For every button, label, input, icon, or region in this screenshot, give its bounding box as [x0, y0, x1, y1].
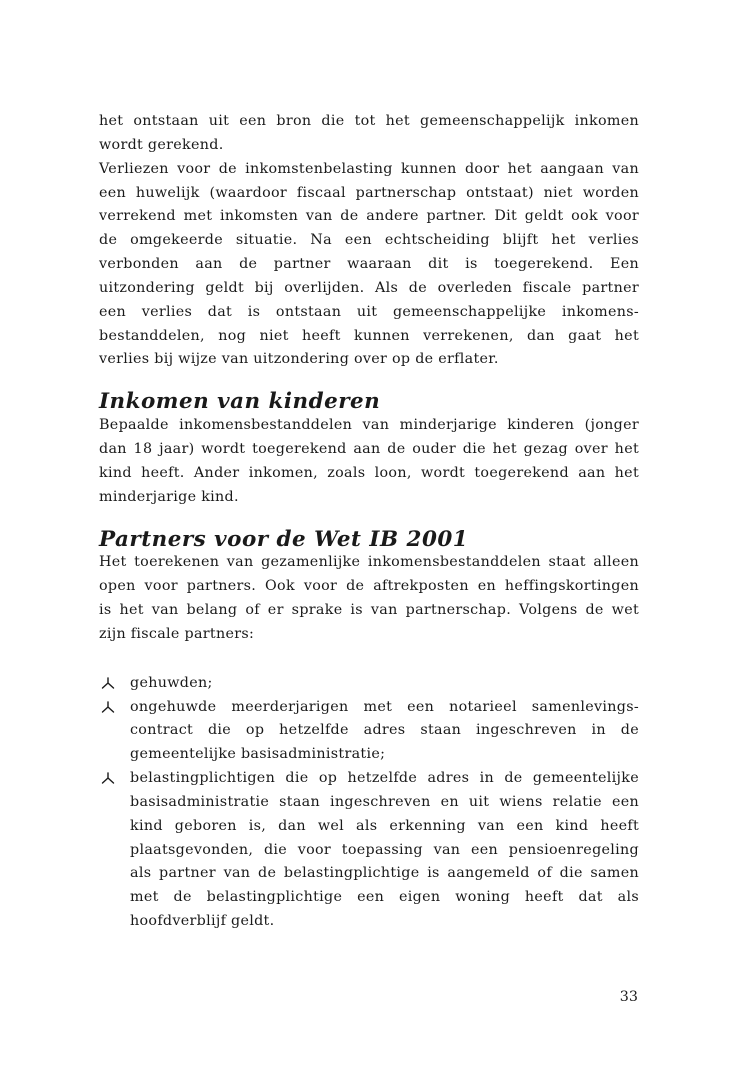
- text-line: gemeentelijke basisadministratie;: [130, 746, 386, 763]
- paragraph-verliezen: [99, 158, 639, 373]
- text-line: Verliezen voor de inkomstenbelasting kunnen door het aangaan van: [99, 160, 639, 177]
- page-body: [99, 110, 639, 934]
- text-line: Bepaalde inkomensbestanddelen van minderjarige kinderen (jonger: [99, 417, 639, 434]
- text-line: wordt gerekend.: [99, 136, 224, 153]
- text-line: als partner van de belastingplichtige is aangemeld of die samen: [130, 865, 639, 882]
- text-line: minderjarige kind.: [99, 488, 239, 505]
- text-line: zijn fiscale partners:: [99, 625, 255, 642]
- spacer: [99, 647, 639, 672]
- text-line: verrekend met inkomsten van de andere partner. Dit geldt ook voor: [99, 208, 639, 225]
- text-line: bestanddelen, nog niet heeft kunnen verrekenen, dan gaat het: [99, 327, 639, 344]
- text-line: kind geboren is, dan wel als erkenning van een kind heeft: [130, 817, 639, 834]
- tripod-bullet-icon: [101, 701, 115, 713]
- text-line: Het toerekenen van gezamenlijke inkomensbestanddelen staat alleen: [99, 554, 639, 571]
- text-line: de omgekeerde situatie. Na een echtscheiding blijft het verlies: [99, 232, 639, 249]
- text-line: basisadministratie staan ingeschreven en uit wiens relatie een: [130, 793, 639, 810]
- text-line: een huwelijk (waardoor fiscaal partnerschap ontstaat) niet worden: [99, 184, 639, 201]
- tripod-bullet-icon: [101, 772, 115, 784]
- partner-criteria-list: [99, 672, 639, 934]
- text-line: plaatsgevonden, die voor toepassing van een pensioenregeling: [130, 841, 639, 858]
- spacer: [99, 372, 639, 390]
- spacer: [99, 510, 639, 528]
- paragraph-kinderen: [99, 414, 639, 509]
- text-line: is het van belang of er sprake is van partnerschap. Volgens de wet: [99, 602, 639, 619]
- text-line: contract die op hetzelfde adres staan ingeschreven in de: [130, 722, 639, 739]
- paragraph-continuation: [99, 110, 639, 158]
- text-line: gehuwden;: [130, 674, 213, 691]
- list-item: [99, 696, 639, 768]
- text-line: het ontstaan uit een bron die tot het gemeenschappelijk inkomen: [99, 113, 639, 129]
- section-heading-partners: Partners voor de Wet IB 2001: [99, 526, 469, 552]
- text-line: uitzondering geldt bij overlijden. Als de overleden fiscale partner: [99, 279, 639, 296]
- section-heading-kinderen: Inkomen van kinderen: [99, 389, 381, 415]
- text-line: een verlies dat is ontstaan uit gemeenschappelijke inkomens-: [99, 303, 639, 320]
- text-line: dan 18 jaar) wordt toegerekend aan de ouder die het gezag over het: [99, 440, 639, 457]
- text-line: ongehuwde meerderjarigen met een notarieel samenlevings-: [130, 698, 639, 715]
- paragraph-partners: [99, 551, 639, 646]
- page-number: 33: [619, 989, 638, 1005]
- text-line: verbonden aan de partner waaraan dit is toegerekend. Een: [99, 256, 639, 273]
- tripod-bullet-icon: [101, 677, 115, 689]
- text-line: belastingplichtigen die op hetzelfde adres in de gemeentelijke: [130, 770, 639, 787]
- text-line: hoofdverblijf geldt.: [130, 913, 275, 930]
- text-line: verlies bij wijze van uitzondering over op de erflater.: [99, 351, 499, 368]
- list-item: [99, 672, 639, 696]
- text-line: kind heeft. Ander inkomen, zoals loon, wordt toegerekend aan het: [99, 464, 639, 481]
- text-line: open voor partners. Ook voor de aftrekposten en heffingskortingen: [99, 578, 639, 595]
- text-line: met de belastingplichtige een eigen woning heeft dat als: [130, 889, 639, 906]
- list-item: [99, 767, 639, 934]
